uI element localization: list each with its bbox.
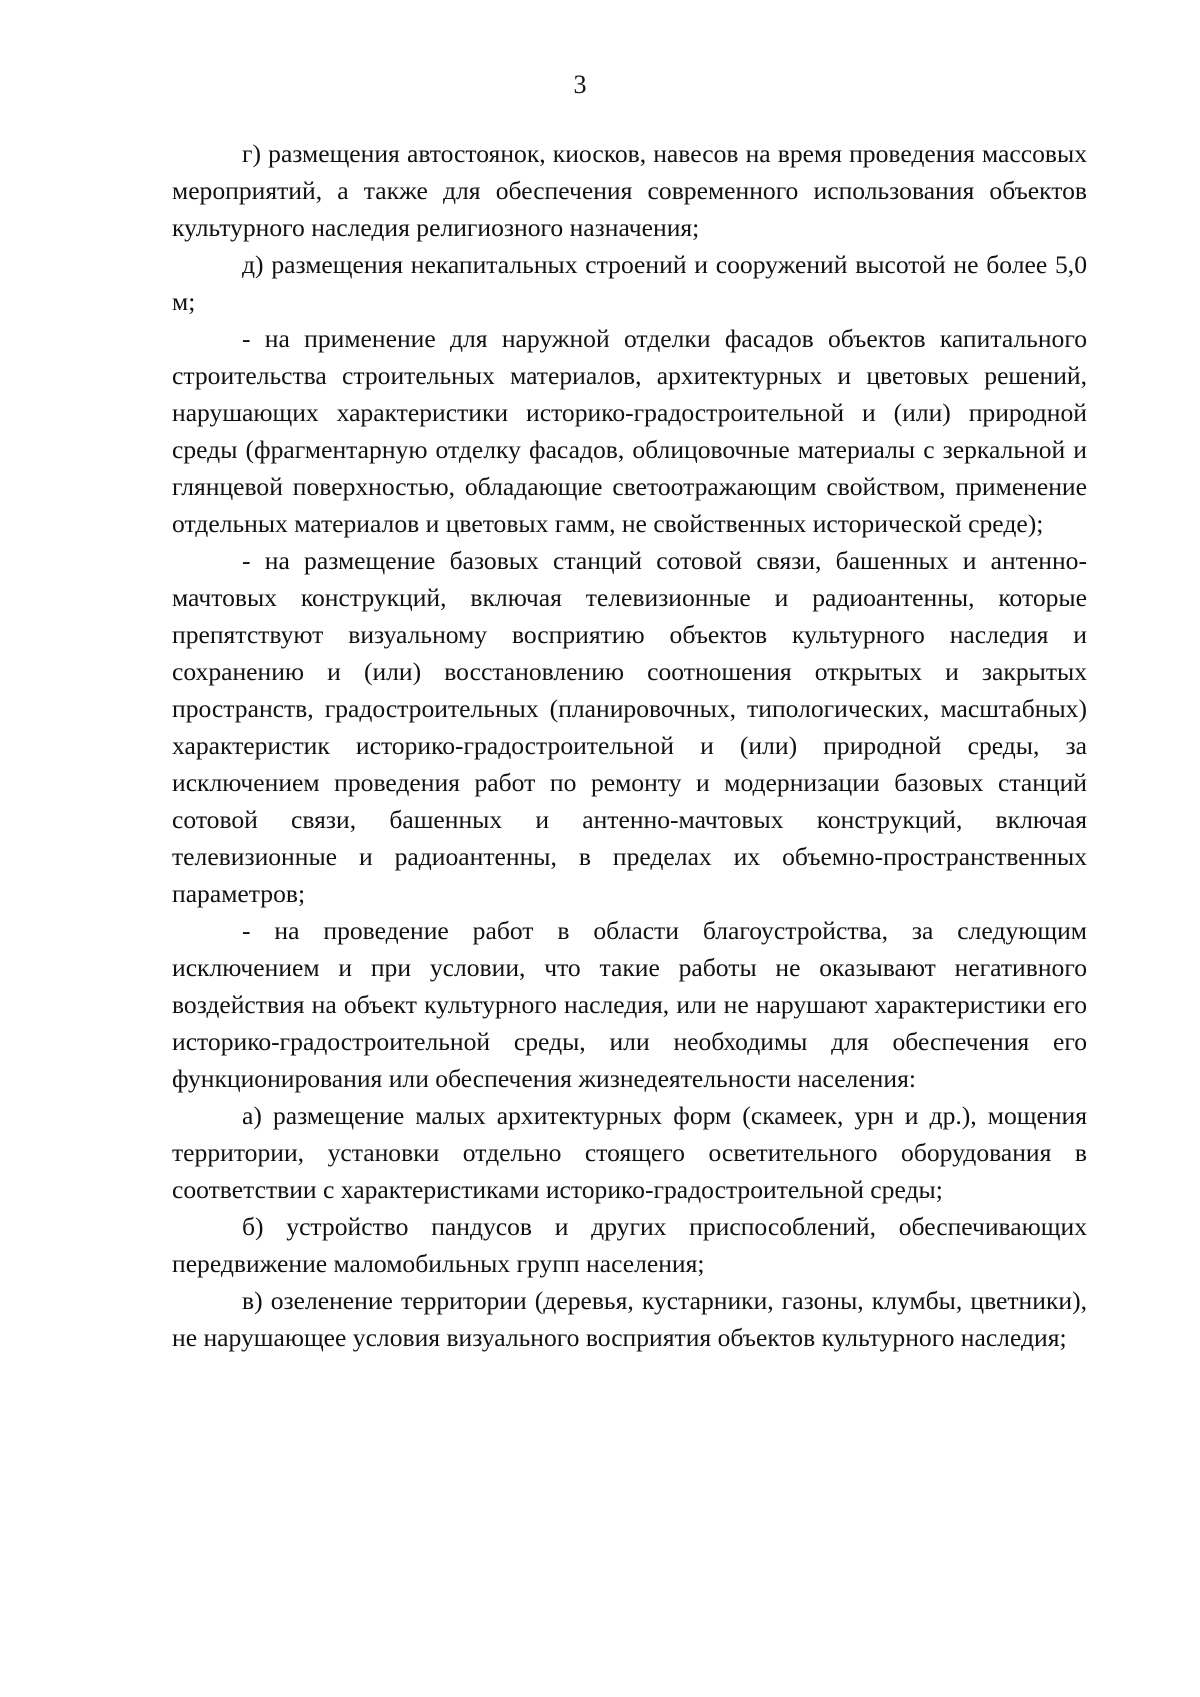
paragraph-landscaping-works: - на проведение работ в области благоустройства, за следующим исключением и при условии, что такие работы не оказывают негативного воздействия на объект культурного наследия, или не нарушают характеристики его историко-градостроительной среды, или необходимы для обеспечения его функционирования или обеспечения жизнедеятельности населения: <box>172 916 1087 1093</box>
paragraph-facade-finishing: - на применение для наружной отделки фасадов объектов капитального строительства строительных материалов, архитектурных и цветовых решений, нарушающих характеристики историко-градостроительной и (или) природной среды (фрагментарную отделку фасадов, облицовочные материалы с зеркальной и глянцевой поверхностью, обладающие светоотражающим свойством, применение отдельных материалов и цветовых гамм, не свойственных исторической среде); <box>172 324 1087 538</box>
paragraph-b-ramps: б) устройство пандусов и других приспособлений, обеспечивающих передвижение маломобильных групп населения; <box>172 1212 1087 1278</box>
paragraph-a-small-forms: а) размещение малых архитектурных форм (скамеек, урн и др.), мощения территории, установки отдельно стоящего осветительного оборудования в соответствии с характеристиками историко-градостроительной среды; <box>172 1101 1087 1204</box>
paragraph-g-parking-kiosks: г) размещения автостоянок, киосков, навесов на время проведения массовых мероприятий, а также для обеспечения современного использования объектов культурного наследия религиозного назначения; <box>172 139 1087 242</box>
paragraph-d-temporary-structures: д) размещения некапитальных строений и сооружений высотой не более 5,0 м; <box>172 250 1087 316</box>
paragraph-cellular-stations: - на размещение базовых станций сотовой связи, башенных и антенно-мачтовых конструкций, включая телевизионные и радиоантенны, которые препятствуют визуальному восприятию объектов культурного наследия и сохранению и (или) восстановлению соотношения открытых и закрытых пространств, градостроительных (планировочных, типологических, масштабных) характеристик историко-градостроительной и (или) природной среды, за исключением проведения работ по ремонту и модернизации базовых станций сотовой связи, башенных и антенно-мачтовых конструкций, включая телевизионные и радиоантенны, в пределах их объемно-пространственных параметров; <box>172 546 1087 908</box>
paragraph-v-greening: в) озеленение территории (деревья, кустарники, газоны, клумбы, цветники), не нарушающее условия визуального восприятия объектов культурного наследия; <box>172 1286 1087 1352</box>
document-body <box>172 135 1087 1356</box>
page-number: 3 <box>573 70 587 99</box>
